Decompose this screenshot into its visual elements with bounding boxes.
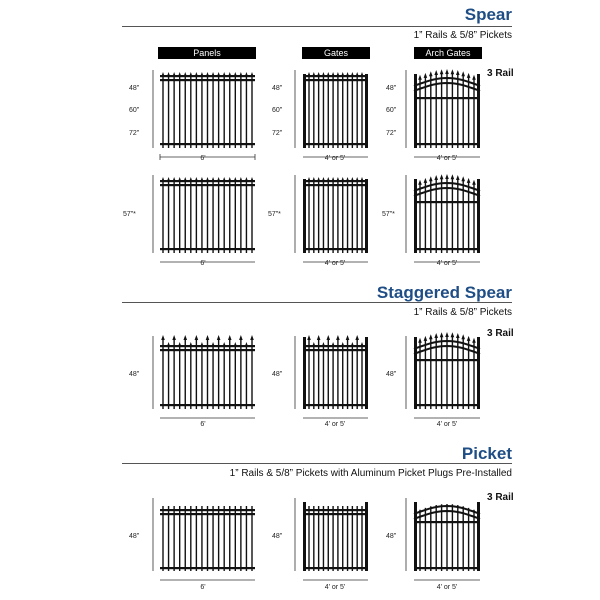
width-label: 4' or 5' bbox=[324, 260, 346, 267]
spear-tip bbox=[472, 338, 476, 343]
spear-tip bbox=[355, 335, 359, 340]
rail bbox=[160, 567, 255, 569]
rail bbox=[160, 184, 255, 186]
spear-tip bbox=[451, 332, 455, 337]
height-label: 60” bbox=[386, 107, 397, 114]
spear-tip bbox=[440, 69, 444, 74]
rail bbox=[414, 97, 480, 99]
spear-tip bbox=[451, 174, 455, 179]
spear-arch-gate-drawing bbox=[386, 69, 480, 162]
spear-tip bbox=[429, 176, 433, 181]
width-label: 4' or 5' bbox=[324, 584, 346, 591]
spear-57-gate-drawing bbox=[268, 175, 368, 267]
width-label: 4' or 5' bbox=[436, 155, 458, 162]
height-label: 60” bbox=[129, 107, 140, 114]
spear-57-arch-gate-drawing bbox=[382, 174, 480, 267]
height-label: 48” bbox=[386, 371, 397, 378]
spear-tip bbox=[445, 69, 449, 74]
height-label: 48” bbox=[272, 85, 283, 92]
rail bbox=[414, 248, 480, 250]
spear-tip bbox=[456, 70, 460, 75]
rail bbox=[414, 359, 480, 361]
rail bbox=[160, 349, 255, 351]
rail bbox=[303, 75, 368, 77]
spear-tip bbox=[424, 178, 428, 183]
spear-tip bbox=[472, 180, 476, 185]
rail bbox=[303, 180, 368, 182]
spear-tip bbox=[228, 335, 232, 340]
rail bbox=[160, 143, 255, 145]
spear-tip bbox=[456, 333, 460, 338]
rail bbox=[303, 79, 368, 81]
section-title-staggered-spear: Staggered Spear bbox=[376, 283, 512, 302]
height-label: 48” bbox=[129, 371, 140, 378]
section-subtitle-staggered-spear: 1” Rails & 5/8” Pickets bbox=[413, 307, 512, 318]
gate-post bbox=[303, 502, 306, 571]
spear-tip bbox=[424, 73, 428, 78]
column-header-panels: Panels bbox=[158, 47, 256, 59]
spear-tip bbox=[472, 75, 476, 80]
spear-tip bbox=[445, 174, 449, 179]
rail bbox=[303, 509, 368, 511]
gate-post bbox=[365, 502, 368, 571]
picket-panel-drawing bbox=[129, 498, 255, 591]
spear-tip bbox=[183, 335, 187, 340]
spear-tip bbox=[336, 335, 340, 340]
spear-tip bbox=[429, 71, 433, 76]
rail bbox=[414, 567, 480, 569]
gate-post bbox=[303, 337, 306, 409]
spear-tip bbox=[456, 175, 460, 180]
rail bbox=[303, 404, 368, 406]
gate-post bbox=[303, 74, 306, 148]
spear-tip bbox=[434, 175, 438, 180]
staggered-arch-gate-drawing bbox=[386, 332, 480, 428]
spear-tip bbox=[418, 75, 422, 80]
width-label: 4' or 5' bbox=[436, 260, 458, 267]
rail bbox=[160, 509, 255, 511]
rail bbox=[414, 143, 480, 145]
width-label: 4' or 5' bbox=[436, 421, 458, 428]
height-label: 48” bbox=[272, 371, 283, 378]
rail-note-spear: 3 Rail bbox=[487, 68, 514, 79]
spear-tip bbox=[250, 335, 254, 340]
height-label: 57”* bbox=[123, 211, 136, 218]
rail bbox=[303, 248, 368, 250]
spear-tip bbox=[461, 334, 465, 339]
width-label: 6' bbox=[200, 421, 206, 428]
rail bbox=[160, 248, 255, 250]
width-label: 4' or 5' bbox=[324, 155, 346, 162]
spear-tip bbox=[161, 335, 165, 340]
spear-57-panel-drawing bbox=[123, 175, 255, 267]
spear-tip bbox=[440, 332, 444, 337]
rail-note-picket: 3 Rail bbox=[487, 492, 514, 503]
height-label: 48” bbox=[129, 85, 140, 92]
staggered-gate-drawing bbox=[272, 335, 368, 428]
rail bbox=[160, 180, 255, 182]
spear-tip bbox=[326, 335, 330, 340]
spear-tip bbox=[424, 336, 428, 341]
rail bbox=[303, 345, 368, 347]
rail bbox=[160, 513, 255, 515]
rail bbox=[303, 143, 368, 145]
spear-tip bbox=[346, 335, 350, 340]
rail bbox=[303, 349, 368, 351]
rail bbox=[160, 79, 255, 81]
spear-tip bbox=[445, 332, 449, 337]
height-label: 48” bbox=[386, 533, 397, 540]
spear-tip bbox=[217, 335, 221, 340]
section-title-spear: Spear bbox=[464, 5, 512, 24]
height-label: 48” bbox=[386, 85, 397, 92]
height-label: 57”* bbox=[382, 211, 395, 218]
rail bbox=[303, 513, 368, 515]
rail bbox=[414, 201, 480, 203]
width-label: 6' bbox=[200, 584, 206, 591]
picket-gate-drawing bbox=[272, 498, 368, 591]
column-header-gates: Gates bbox=[302, 47, 370, 59]
gate-post bbox=[365, 179, 368, 253]
height-label: 57”* bbox=[268, 211, 281, 218]
height-label: 72” bbox=[386, 130, 397, 137]
staggered-panel-drawing bbox=[129, 335, 255, 428]
spear-tip bbox=[239, 335, 243, 340]
spear-tip bbox=[307, 335, 311, 340]
spear-tip bbox=[206, 335, 210, 340]
spear-gate-drawing bbox=[272, 70, 368, 162]
height-label: 72” bbox=[272, 130, 283, 137]
spear-tip bbox=[461, 71, 465, 76]
section-title-picket: Picket bbox=[461, 444, 512, 463]
rail bbox=[160, 345, 255, 347]
spear-tip bbox=[434, 70, 438, 75]
spear-tip bbox=[429, 334, 433, 339]
height-label: 72” bbox=[129, 130, 140, 137]
height-label: 60” bbox=[272, 107, 283, 114]
rail bbox=[414, 404, 480, 406]
rail bbox=[414, 521, 480, 523]
width-label: 6' bbox=[200, 155, 206, 162]
rail bbox=[303, 567, 368, 569]
rail bbox=[160, 75, 255, 77]
picket-arch-gate-drawing bbox=[386, 498, 480, 591]
spear-tip bbox=[195, 335, 199, 340]
rail bbox=[303, 184, 368, 186]
gate-post bbox=[365, 337, 368, 409]
rail-note-staggered-spear: 3 Rail bbox=[487, 328, 514, 339]
height-label: 48” bbox=[272, 533, 283, 540]
spear-tip bbox=[434, 333, 438, 338]
spear-tip bbox=[467, 73, 471, 78]
section-subtitle-picket: 1” Rails & 5/8” Pickets with Aluminum Picket Plugs Pre-Installed bbox=[229, 468, 512, 479]
spear-panel-drawing bbox=[129, 70, 255, 162]
spear-tip bbox=[467, 178, 471, 183]
gate-post bbox=[365, 74, 368, 148]
spear-tip bbox=[317, 335, 321, 340]
spear-tip bbox=[461, 176, 465, 181]
spear-tip bbox=[418, 338, 422, 343]
width-label: 4' or 5' bbox=[436, 584, 458, 591]
width-label: 4' or 5' bbox=[324, 421, 346, 428]
rail bbox=[160, 404, 255, 406]
spear-tip bbox=[451, 69, 455, 74]
spear-tip bbox=[418, 180, 422, 185]
section-subtitle-spear: 1” Rails & 5/8” Pickets bbox=[413, 30, 512, 41]
height-label: 48” bbox=[129, 533, 140, 540]
gate-post bbox=[303, 179, 306, 253]
spear-tip bbox=[467, 336, 471, 341]
column-header-arch-gates: Arch Gates bbox=[414, 47, 482, 59]
spear-tip bbox=[440, 174, 444, 179]
spear-tip bbox=[172, 335, 176, 340]
width-label: 6' bbox=[200, 260, 206, 267]
